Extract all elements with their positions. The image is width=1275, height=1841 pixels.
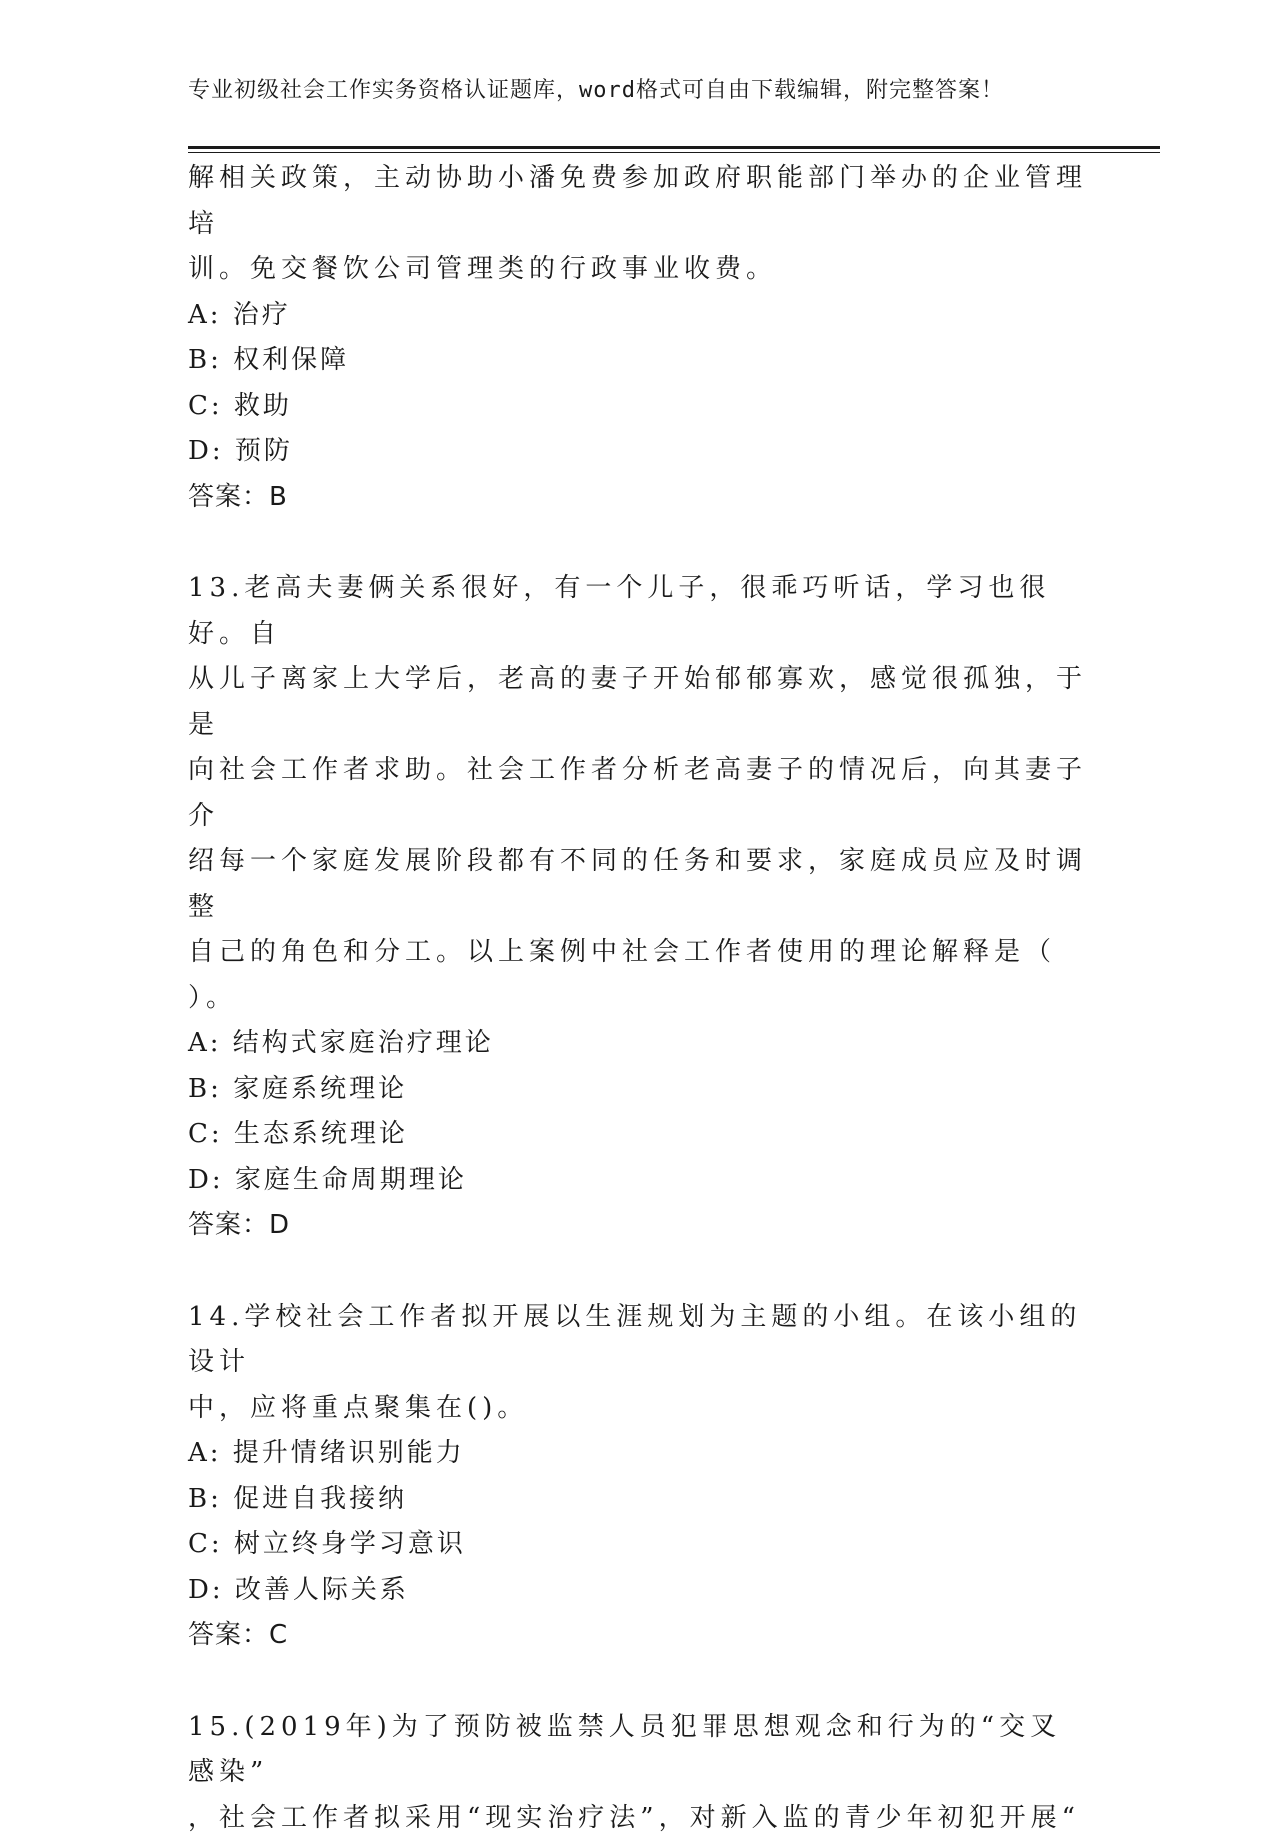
option-b: B: 促进自我接纳 (188, 1477, 1088, 1523)
question-text-line: 中，应将重点聚集在()。 (188, 1386, 1088, 1432)
option-d: D: 改善人际关系 (188, 1568, 1088, 1614)
option-a: A: 提升情绪识别能力 (188, 1431, 1088, 1477)
question-text-line: 自己的角色和分工。以上案例中社会工作者使用的理论解释是（ ）。 (188, 930, 1088, 1021)
answer: 答案：C (188, 1613, 1088, 1659)
question-text-line: 15.(2019年)为了预防被监禁人员犯罪思想观念和行为的“交叉感染” (188, 1705, 1088, 1796)
spacer (188, 1249, 1088, 1295)
document-body (188, 156, 1088, 1841)
question-text-line: 向社会工作者求助。社会工作者分析老高妻子的情况后，向其妻子介 (188, 748, 1088, 839)
question-text-line: ，社会工作者拟采用“现实治疗法”，对新入监的青少年初犯开展“ (188, 1796, 1088, 1841)
question-text-line: 绍每一个家庭发展阶段都有不同的任务和要求，家庭成员应及时调整 (188, 839, 1088, 930)
option-c: C: 树立终身学习意识 (188, 1522, 1088, 1568)
option-d: D: 预防 (188, 429, 1088, 475)
question-14 (188, 1295, 1088, 1659)
spacer (188, 1659, 1088, 1705)
answer: 答案：B (188, 475, 1088, 521)
spacer (188, 520, 1088, 566)
question-text-line: 解相关政策，主动协助小潘免费参加政府职能部门举办的企业管理培 (188, 156, 1088, 247)
question-text-line: 训。免交餐饮公司管理类的行政事业收费。 (188, 247, 1088, 293)
question-text-line: 13.老高夫妻俩关系很好，有一个儿子，很乖巧听话，学习也很好。自 (188, 566, 1088, 657)
option-d: D: 家庭生命周期理论 (188, 1158, 1088, 1204)
question-text-line: 14.学校社会工作者拟开展以生涯规划为主题的小组。在该小组的设计 (188, 1295, 1088, 1386)
question-15 (188, 1705, 1088, 1841)
page-header: 专业初级社会工作实务资格认证题库，word格式可自由下载编辑，附完整答案！ (188, 74, 1088, 108)
option-a: A: 治疗 (188, 293, 1088, 339)
option-a: A: 结构式家庭治疗理论 (188, 1021, 1088, 1067)
option-b: B: 家庭系统理论 (188, 1067, 1088, 1113)
question-text-line: 从儿子离家上大学后，老高的妻子开始郁郁寡欢，感觉很孤独，于是 (188, 657, 1088, 748)
answer: 答案：D (188, 1203, 1088, 1249)
question-13 (188, 566, 1088, 1249)
option-c: C: 救助 (188, 384, 1088, 430)
option-c: C: 生态系统理论 (188, 1112, 1088, 1158)
header-divider (188, 146, 1160, 149)
option-b: B: 权利保障 (188, 338, 1088, 384)
question-12-continuation (188, 156, 1088, 520)
